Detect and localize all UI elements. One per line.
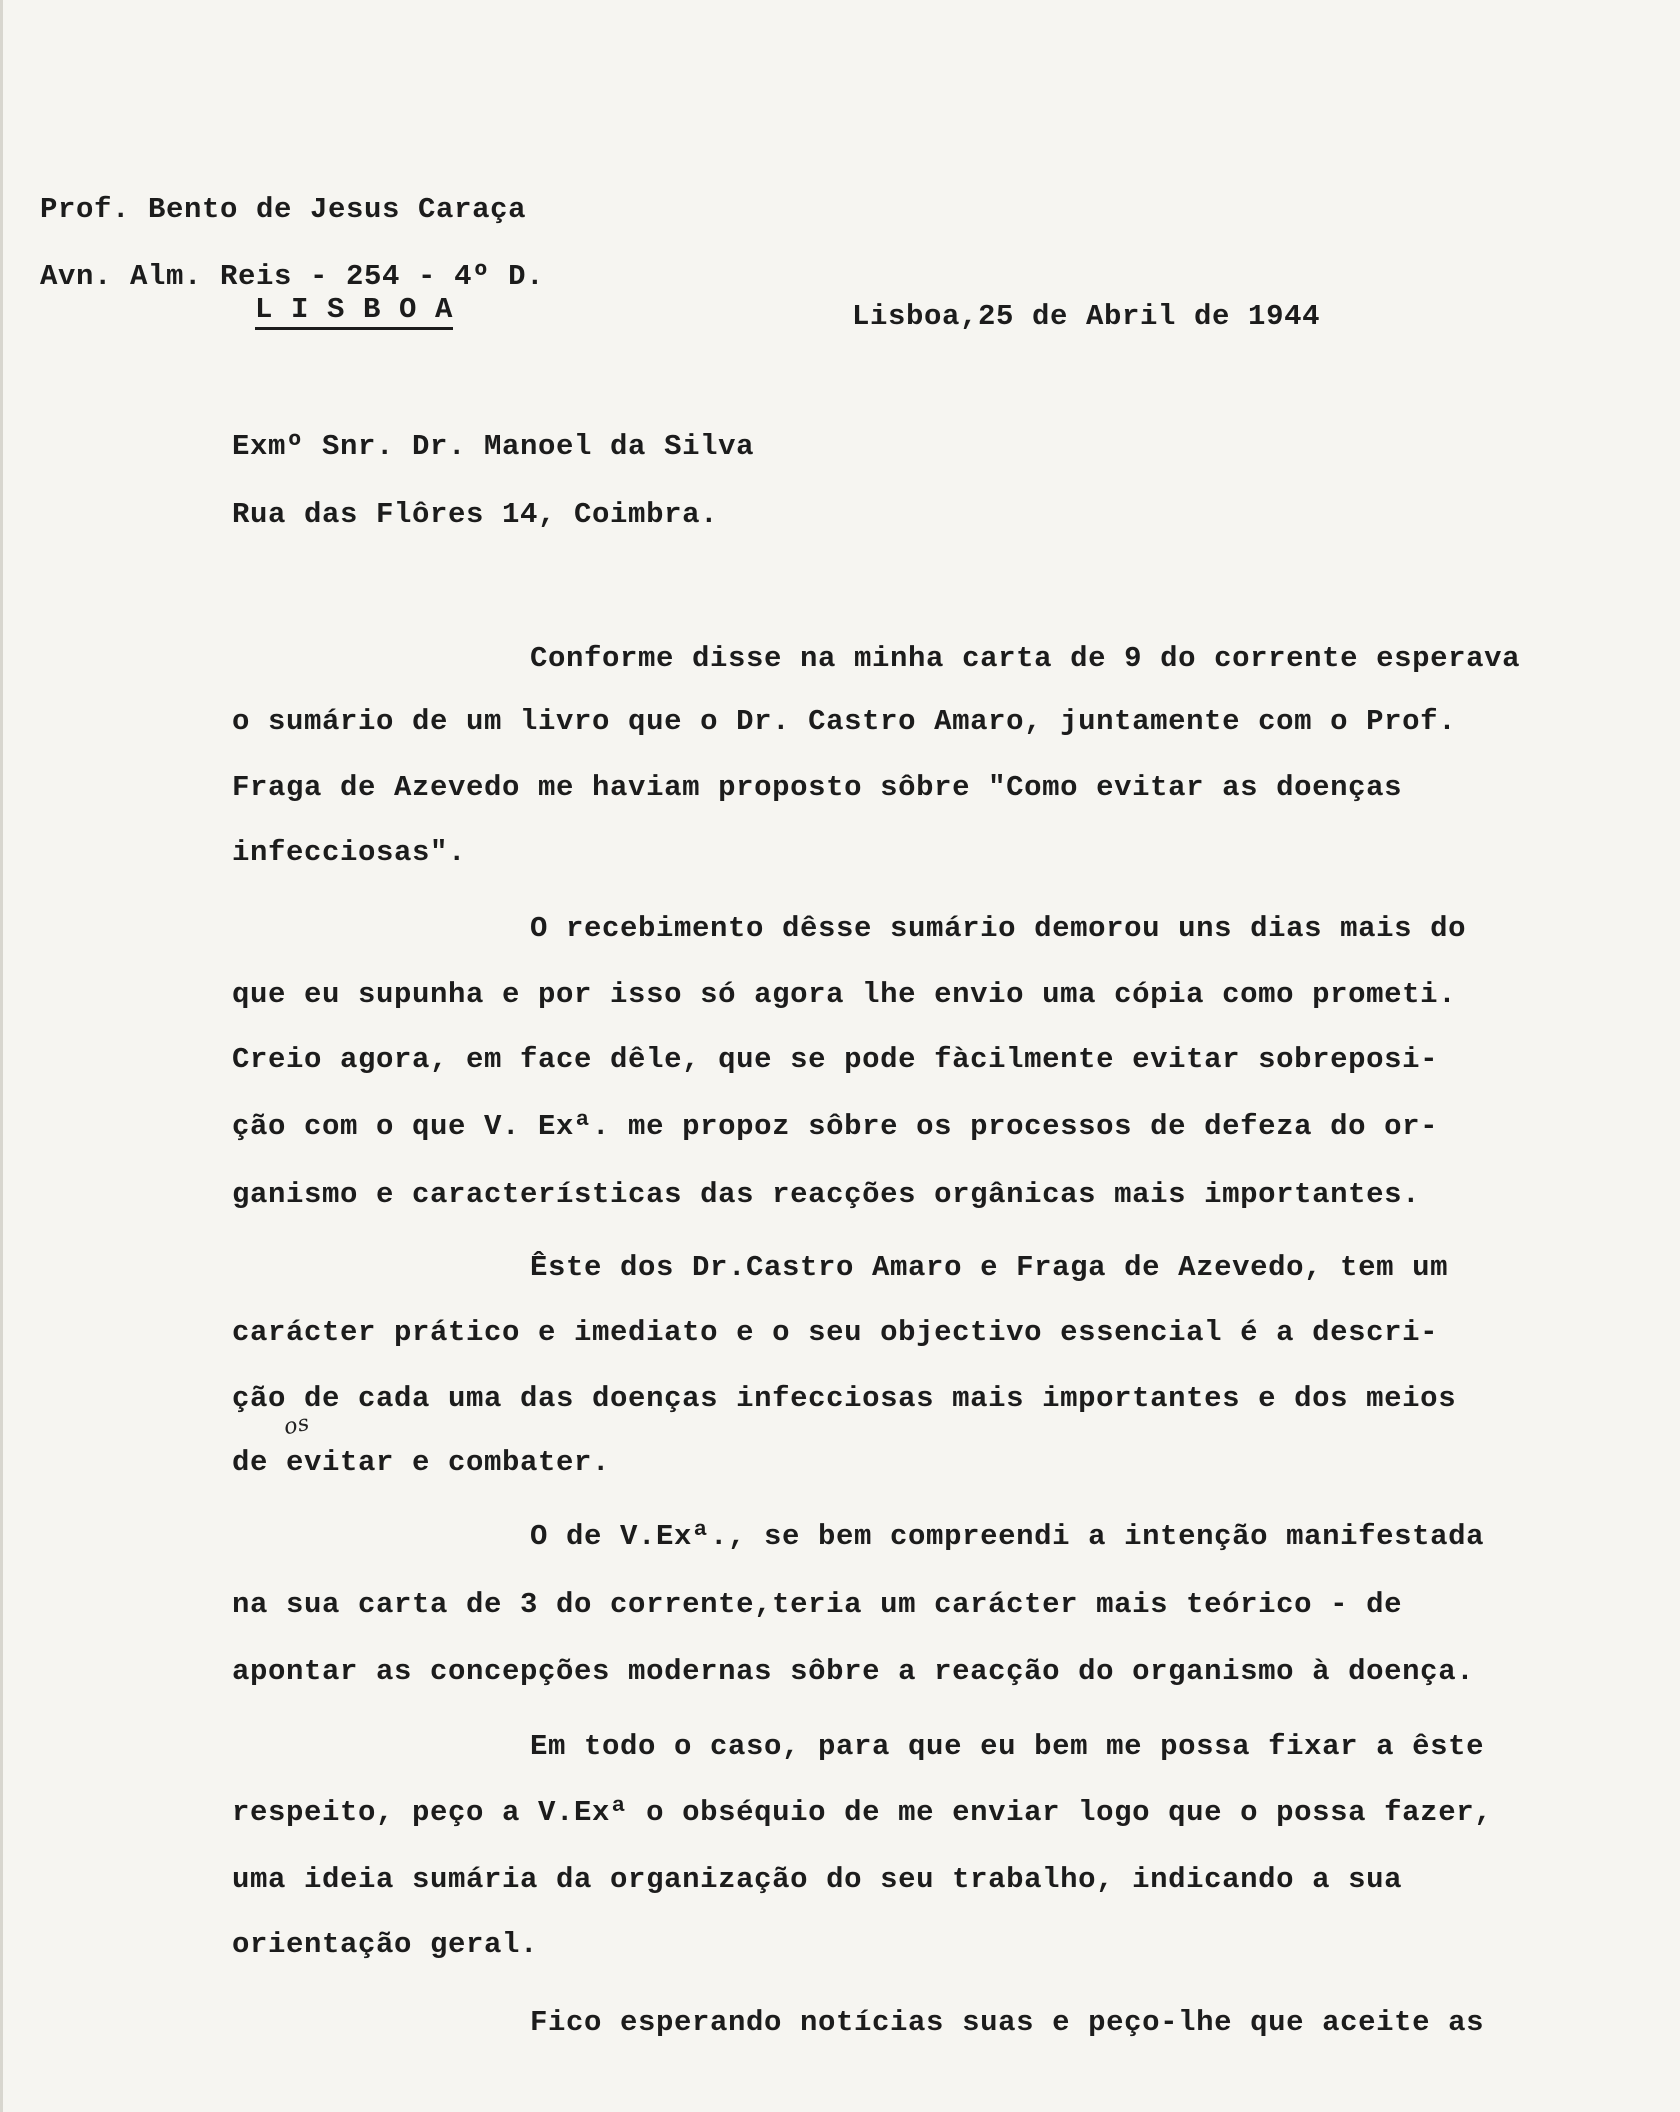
page-left-edge xyxy=(0,0,3,2112)
body-line-1: Conforme disse na minha carta de 9 do corrente esperava xyxy=(530,642,1521,675)
recipient-address: Rua das Flôres 14, Coimbra. xyxy=(232,498,719,531)
body-line-21: Fico esperando notícias suas e peço-lhe que aceite as xyxy=(530,2006,1485,2039)
body-line-17: Em todo o caso, para que eu bem me possa fixar a êste xyxy=(530,1730,1485,1763)
body-line-13: de evitar e combater. xyxy=(232,1446,611,1479)
body-line-15: na sua carta de 3 do corrente,teria um carácter mais teórico - de xyxy=(232,1588,1403,1621)
body-line-5: O recebimento dêsse sumário demorou uns dias mais do xyxy=(530,912,1467,945)
body-line-20: orientação geral. xyxy=(232,1928,539,1961)
body-line-8: ção com o que V. Exª. me propoz sôbre os processos de defeza do or- xyxy=(232,1110,1439,1143)
body-line-12: ção de cada uma das doenças infecciosas mais importantes e dos meios xyxy=(232,1382,1457,1415)
sender-name: Prof. Bento de Jesus Caraça xyxy=(40,193,527,226)
sender-address: Avn. Alm. Reis - 254 - 4º D. xyxy=(40,260,545,293)
sender-city: L I S B O A xyxy=(255,295,453,330)
body-line-16: apontar as concepções modernas sôbre a reacção do organismo à doença. xyxy=(232,1655,1475,1688)
body-line-14: O de V.Exª., se bem compreendi a intenção manifestada xyxy=(530,1520,1485,1553)
body-line-18: respeito, peço a V.Exª o obséquio de me enviar logo que o possa fazer, xyxy=(232,1796,1493,1829)
recipient-name: Exmº Snr. Dr. Manoel da Silva xyxy=(232,430,755,463)
body-line-9: ganismo e características das reacções orgânicas mais importantes. xyxy=(232,1178,1421,1211)
body-line-6: que eu supunha e por isso só agora lhe envio uma cópia como prometi. xyxy=(232,978,1457,1011)
body-line-2: o sumário de um livro que o Dr. Castro Amaro, juntamente com o Prof. xyxy=(232,705,1457,738)
body-line-7: Creio agora, em face dêle, que se pode fàcilmente evitar sobreposi- xyxy=(232,1043,1439,1076)
body-line-10: Êste dos Dr.Castro Amaro e Fraga de Azevedo, tem um xyxy=(530,1251,1449,1284)
body-line-4: infecciosas". xyxy=(232,836,467,869)
body-line-19: uma ideia sumária da organização do seu trabalho, indicando a sua xyxy=(232,1863,1403,1896)
body-line-3: Fraga de Azevedo me haviam proposto sôbre "Como evitar as doenças xyxy=(232,771,1403,804)
letter-date: Lisboa,25 de Abril de 1944 xyxy=(852,300,1321,333)
body-line-11: carácter prático e imediato e o seu objectivo essencial é a descri- xyxy=(232,1316,1439,1349)
handwritten-correction: os xyxy=(281,1410,313,1441)
